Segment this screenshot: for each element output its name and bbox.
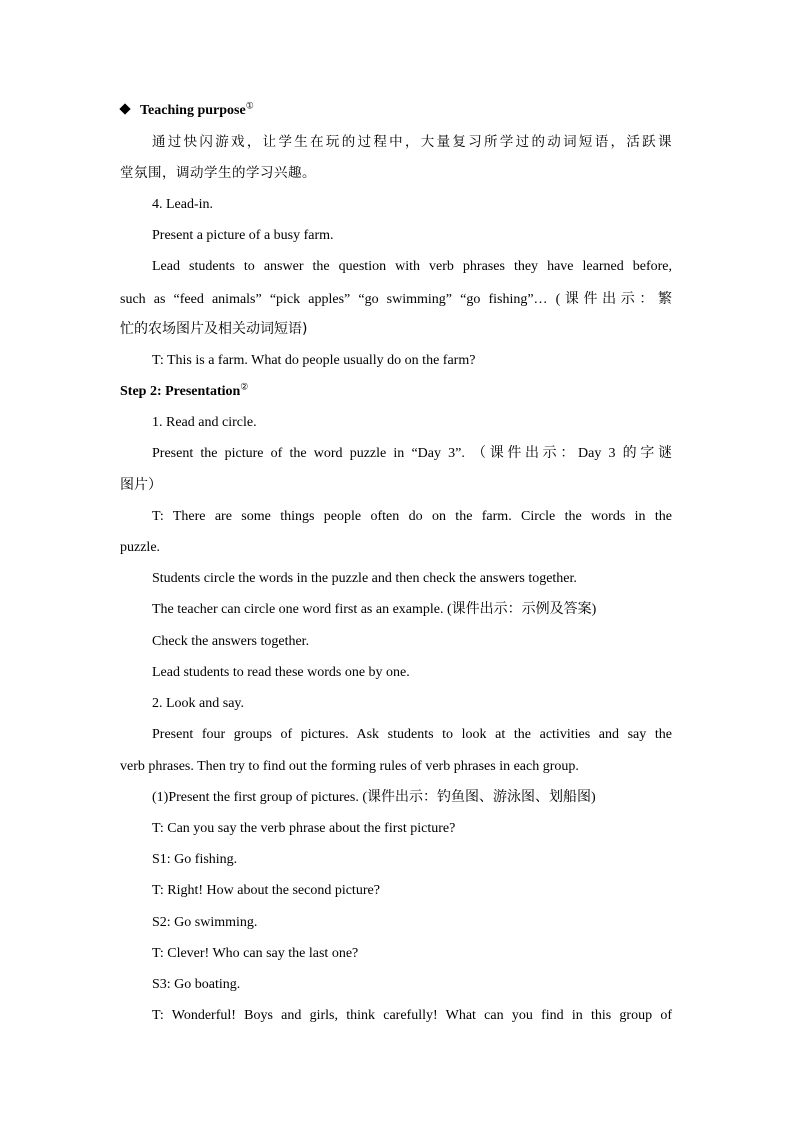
dialogue-line: T: Can you say the verb phrase about the first picture? (152, 821, 456, 836)
purpose-text-line2: 堂氛围，调动学生的学习兴趣。 (120, 165, 316, 181)
teacher-circle-line1: T: There are some things people often do on the farm. Circle the words in the (152, 509, 672, 524)
leadin-lead-line2-cn: 繁 (658, 291, 672, 307)
step2-heading (120, 383, 672, 401)
leadin-teacher-question: T: This is a farm. What do people usually do on the farm? (152, 353, 476, 368)
present-groups-line2: verb phrases. Then try to find out the forming rules of verb phrases in each group. (120, 759, 579, 774)
leadin-lead-line3: 忙的农场图片及相关动词短语) (120, 321, 308, 337)
step2-title: Step 2: Presentation (120, 384, 241, 399)
leadin-lead-line2-en: such as “feed animals” “pick apples” “go swimming” “go fishing”… (课件出示： (120, 292, 658, 307)
leadin-lead-line1: Lead students to answer the question with verb phrases they have learned before, (152, 259, 672, 274)
read-words: Lead students to read these words one by one. (152, 665, 410, 680)
footnote-marker-1: ① (245, 100, 254, 111)
check-answers: Check the answers together. (152, 634, 310, 649)
read-circle-title: 1. Read and circle. (152, 415, 257, 430)
leadin-lead-line2 (120, 290, 672, 309)
teaching-purpose-heading (120, 102, 672, 120)
teaching-purpose-title: Teaching purpose (140, 103, 246, 118)
students-circle: Students circle the words in the puzzle and then check the answers together. (152, 571, 577, 586)
leadin-present: Present a picture of a busy farm. (152, 228, 334, 243)
dialogue-line: S1: Go fishing. (152, 852, 238, 867)
dialogue-line: T: Wonderful! Boys and girls, think carefully! What can you find in this group of (152, 1008, 672, 1023)
group1-present: (1)Present the first group of pictures. (课件出示：钓鱼图、游泳图、划船图) (152, 790, 596, 805)
look-say-title: 2. Look and say. (152, 696, 245, 711)
teacher-example: The teacher can circle one word first as an example. (课件出示：示例及答案) (152, 602, 597, 617)
puzzle-line1: Present the picture of the word puzzle in “Day 3”. （课件出示：Day 3 的字谜 (152, 446, 672, 461)
teacher-circle-line2: puzzle. (120, 540, 161, 555)
present-groups-line1: Present four groups of pictures. Ask students to look at the activities and say the (152, 727, 672, 742)
puzzle-line2: 图片） (120, 477, 162, 493)
footnote-marker-2: ② (240, 381, 249, 392)
dialogue-line: S3: Go boating. (152, 977, 241, 992)
purpose-text-line1: 通过快闪游戏，让学生在玩的过程中，大量复习所学过的动词短语，活跃课 (152, 134, 672, 150)
diamond-bullet-icon (119, 103, 130, 114)
dialogue-line: T: Clever! Who can say the last one? (152, 946, 359, 961)
dialogue-line: T: Right! How about the second picture? (152, 883, 380, 898)
leadin-title: 4. Lead-in. (152, 197, 214, 212)
dialogue-line: S2: Go swimming. (152, 915, 258, 930)
